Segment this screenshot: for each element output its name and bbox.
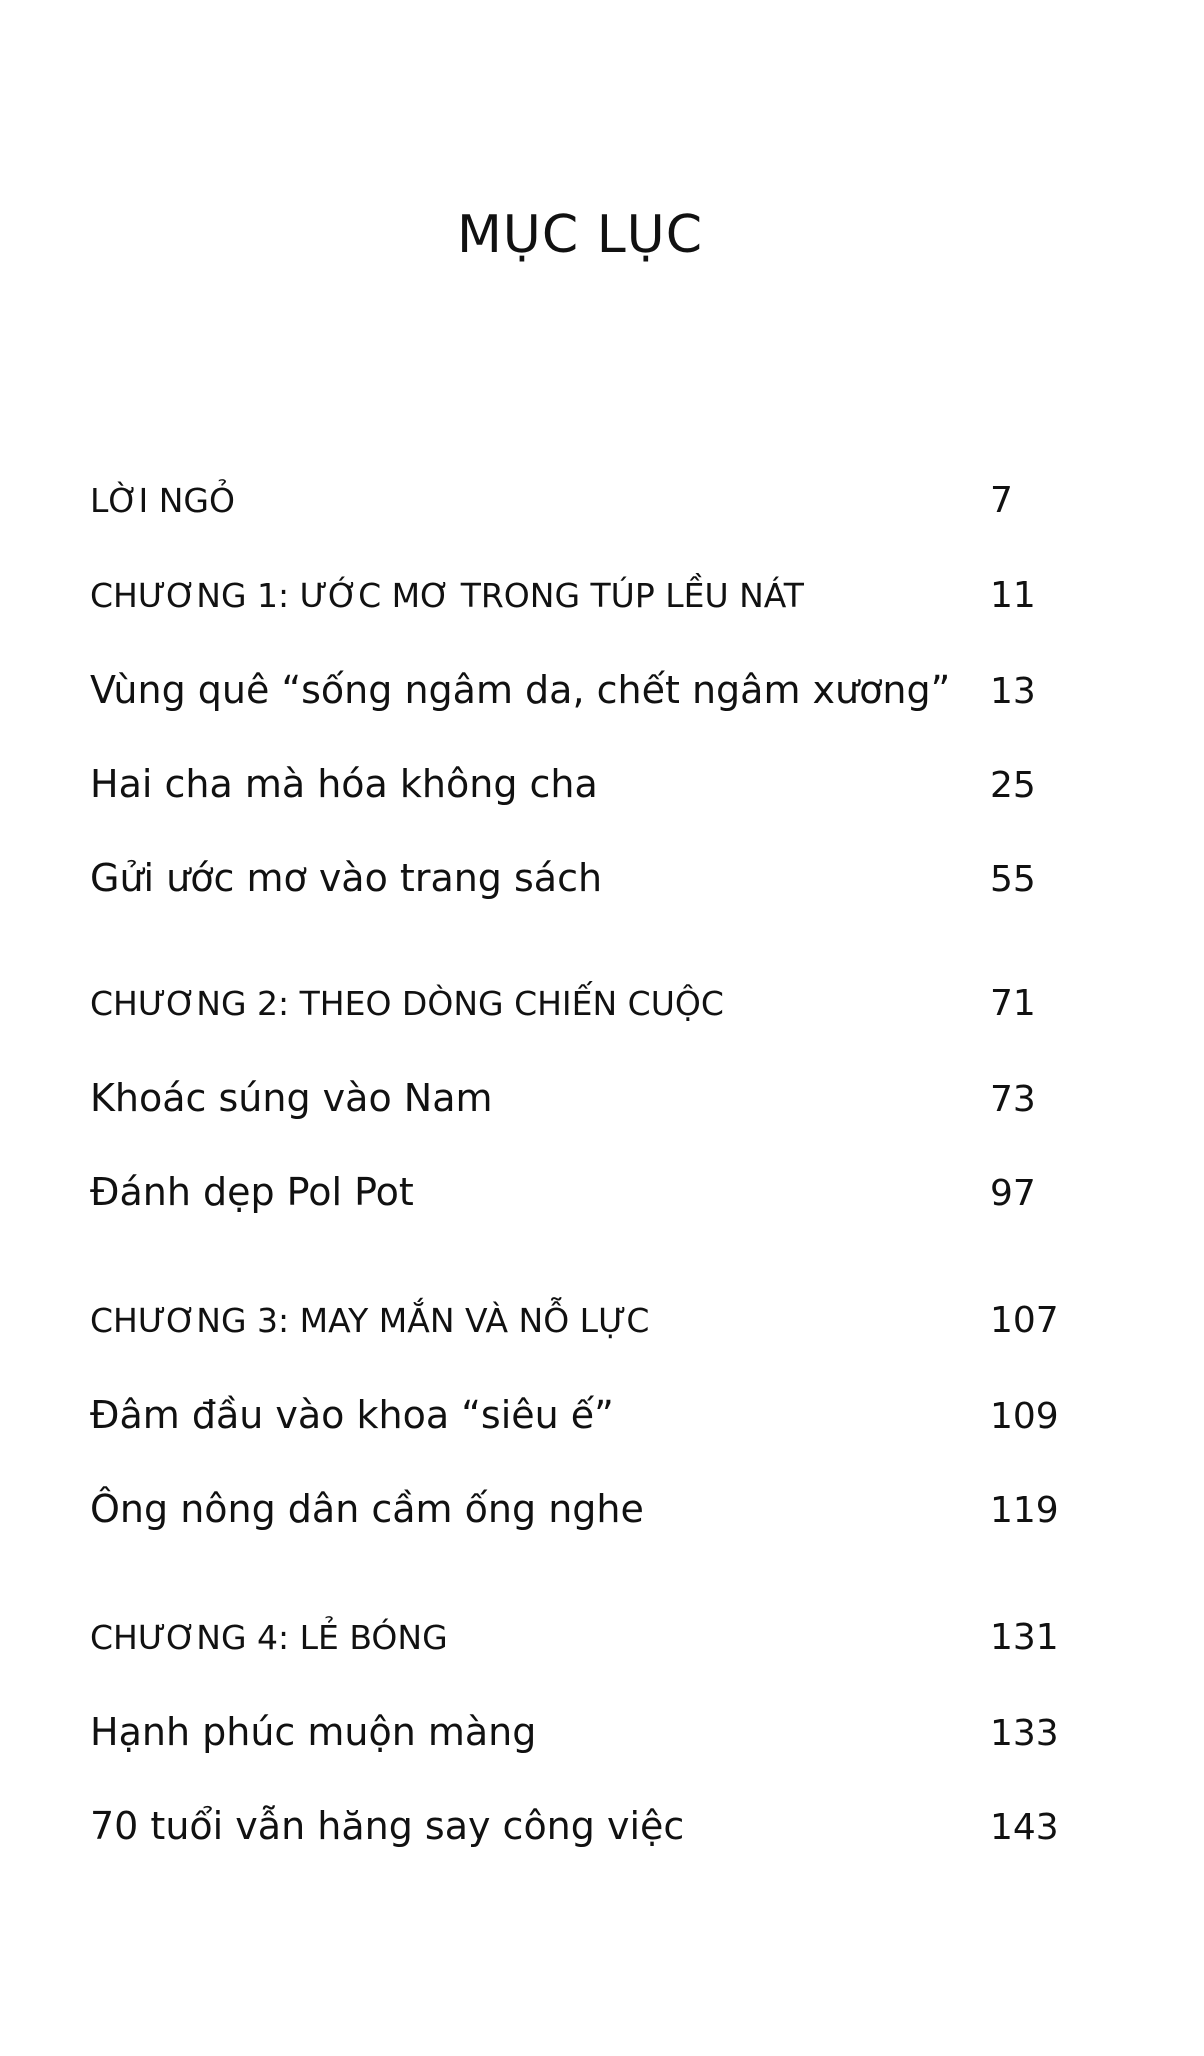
toc-entry-page: 11 [990,575,1036,616]
toc-entry-label: Gửi ước mơ vào trang sách [90,856,603,900]
toc-entry [90,1076,1070,1120]
toc-entry-label: Ông nông dân cầm ống nghe [90,1487,644,1531]
toc-entry-page: 25 [990,765,1036,806]
toc-entry-page: 73 [990,1079,1036,1120]
toc-entry-label: CHƯƠNG 3: MAY MẮN VÀ NỖ LỰC [90,1301,650,1340]
toc-entry [90,856,1070,900]
toc-entry-page: 71 [990,983,1036,1024]
page-title: MỤC LỤC [456,205,704,265]
toc-entry-label: Đánh dẹp Pol Pot [90,1170,414,1214]
toc-entry-page: 133 [990,1713,1059,1754]
toc-entry-page: 131 [990,1617,1059,1658]
toc-entry-label: Đâm đầu vào khoa “siêu ế” [90,1393,614,1437]
toc-entry-label: Hai cha mà hóa không cha [90,762,598,806]
toc-entry-label: LỜI NGỎ [90,481,235,520]
toc-entry-page: 107 [990,1300,1059,1341]
toc-entry [90,1487,1070,1531]
toc-entry [90,1804,1070,1848]
toc-entry [90,1393,1070,1437]
toc-entry-label: CHƯƠNG 4: LẺ BÓNG [90,1618,448,1657]
toc-entry [90,1170,1070,1214]
toc-entry [90,1710,1070,1754]
toc-entry [90,668,1070,712]
toc-entry-page: 97 [990,1173,1036,1214]
toc-entry [90,480,1070,521]
toc-entry-label: Hạnh phúc muộn màng [90,1710,537,1754]
toc-entry-label: CHƯƠNG 1: ƯỚC MƠ TRONG TÚP LỀU NÁT [90,576,804,615]
toc-entry-page: 119 [990,1490,1059,1531]
toc-entry-label: 70 tuổi vẫn hăng say công việc [90,1804,685,1848]
toc-entry-label: Khoác súng vào Nam [90,1076,493,1120]
toc-entry-page: 7 [990,480,1013,521]
toc-chapter [90,1300,1070,1341]
toc-entry-page: 143 [990,1807,1059,1848]
toc-entry-page: 109 [990,1396,1059,1437]
toc-entry [90,762,1070,806]
toc-entry-label: Vùng quê “sống ngâm da, chết ngâm xương” [90,668,951,712]
toc-chapter [90,1617,1070,1658]
toc-chapter [90,983,1070,1024]
toc-entry-label: CHƯƠNG 2: THEO DÒNG CHIẾN CUỘC [90,984,724,1023]
toc-entry-page: 13 [990,671,1036,712]
toc-entry-page: 55 [990,859,1036,900]
toc-chapter [90,575,1070,616]
